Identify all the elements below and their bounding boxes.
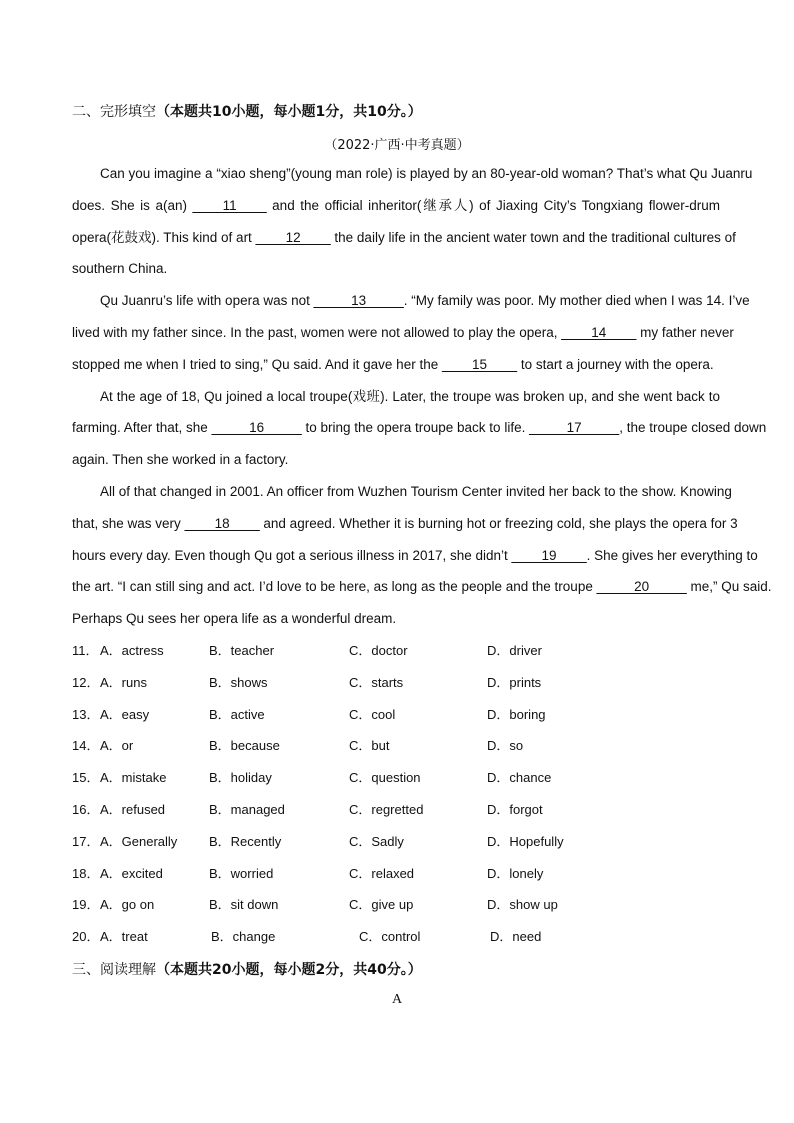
option-a[interactable]: A．or xyxy=(100,738,134,753)
section-2-note: （本题共10小题，每小题1分，共10分。） xyxy=(156,104,422,120)
passage-line: does. She is a(an) ____11____ and the official inheritor(继承人) of Jiaxing City’s Tongxiang flower-drum xyxy=(72,198,720,213)
passage-line: that, she was very ____18____ and agreed. Whether it is burning hot or freezing cold, she plays the opera for 3 xyxy=(72,516,738,531)
option-row-14 xyxy=(72,736,672,756)
option-a[interactable]: A．mistake xyxy=(100,770,167,785)
option-b[interactable]: B．change xyxy=(211,929,276,944)
option-b[interactable]: B．managed xyxy=(209,802,285,817)
question-source: （2022·广西·中考真题） xyxy=(324,138,470,153)
question-number: 16． xyxy=(72,802,100,817)
option-c[interactable]: C．but xyxy=(349,738,390,753)
passage-line: hours every day. Even though Qu got a serious illness in 2017, she didn’t ____19____. She gives her everything to xyxy=(72,548,758,563)
blank-19[interactable]: ____19____ xyxy=(511,548,587,563)
passage-line: All of that changed in 2001. An officer from Wuzhen Tourism Center invited her back to the show. Knowing xyxy=(100,484,732,499)
option-a[interactable]: A．go on xyxy=(100,897,155,912)
section-2-title: 二、完形填空 xyxy=(72,104,156,120)
option-row-13 xyxy=(72,705,672,725)
option-b[interactable]: B．sit down xyxy=(209,897,279,912)
option-a[interactable]: A．excited xyxy=(100,866,163,881)
blank-12[interactable]: ____12____ xyxy=(255,230,331,245)
passage-line: Qu Juanru’s life with opera was not _____13_____. “My family was poor. My mother died when I was 14. I’ve xyxy=(100,293,750,308)
option-d[interactable]: D．driver xyxy=(487,643,542,658)
blank-18[interactable]: ____18____ xyxy=(184,516,260,531)
option-d[interactable]: D．so xyxy=(487,738,524,753)
question-number: 12． xyxy=(72,675,100,690)
section-3-note: （本题共20小题，每小题2分，共40分。） xyxy=(156,962,422,978)
blank-17[interactable]: _____17_____ xyxy=(529,420,620,435)
option-a[interactable]: A．Generally xyxy=(100,834,178,849)
option-a[interactable]: A．treat xyxy=(100,929,148,944)
passage-line: opera(花鼓戏). This kind of art ____12____ the daily life in the ancient water town and the traditional cultures of xyxy=(72,230,736,245)
question-number: 14． xyxy=(72,738,100,753)
question-number: 13． xyxy=(72,707,100,722)
section-3-heading xyxy=(72,959,422,979)
option-a[interactable]: A．runs xyxy=(100,675,147,690)
blank-13[interactable]: _____13_____ xyxy=(313,293,404,308)
passage-line: farming. After that, she _____16_____ to bring the opera troupe back to life. _____17_____, the troupe closed down xyxy=(72,420,767,435)
option-d[interactable]: D．prints xyxy=(487,675,542,690)
passage-line: Perhaps Qu sees her opera life as a wonderful dream. xyxy=(72,611,397,626)
option-c[interactable]: C．question xyxy=(349,770,421,785)
option-c[interactable]: C．cool xyxy=(349,707,396,722)
passage-line: stopped me when I tried to sing,” Qu said. And it gave her the ____15____ to start a journey with the opera. xyxy=(72,357,714,372)
passage-line: again. Then she worked in a factory. xyxy=(72,452,289,467)
option-row-12 xyxy=(72,673,672,693)
option-c[interactable]: C．control xyxy=(359,929,421,944)
option-d[interactable]: D．boring xyxy=(487,707,546,722)
option-b[interactable]: B．shows xyxy=(209,675,268,690)
option-c[interactable]: C．doctor xyxy=(349,643,408,658)
option-row-11 xyxy=(72,641,672,661)
option-a[interactable]: A．easy xyxy=(100,707,150,722)
blank-15[interactable]: ____15____ xyxy=(441,357,518,372)
option-c[interactable]: C．give up xyxy=(349,897,414,912)
option-row-17 xyxy=(72,832,672,852)
option-row-18 xyxy=(72,864,672,884)
question-number: 11． xyxy=(72,643,99,658)
option-d[interactable]: D．lonely xyxy=(487,866,544,881)
option-a[interactable]: A．refused xyxy=(100,802,166,817)
option-b[interactable]: B．teacher xyxy=(209,643,275,658)
blank-14[interactable]: ____14____ xyxy=(561,325,637,340)
option-c[interactable]: C．Sadly xyxy=(349,834,404,849)
option-row-15 xyxy=(72,768,672,788)
passage-line: southern China. xyxy=(72,261,168,276)
option-c[interactable]: C．regretted xyxy=(349,802,424,817)
question-number: 20． xyxy=(72,929,100,944)
passage-label: A xyxy=(391,992,403,1007)
option-d[interactable]: D．forgot xyxy=(487,802,543,817)
question-number: 18． xyxy=(72,866,100,881)
option-d[interactable]: D．chance xyxy=(487,770,552,785)
passage-line: Can you imagine a “xiao sheng”(young man role) is played by an 80-year-old woman? That’s what Qu Juanru xyxy=(100,166,753,181)
blank-16[interactable]: _____16_____ xyxy=(211,420,302,435)
option-b[interactable]: B．because xyxy=(209,738,280,753)
passage-line: At the age of 18, Qu joined a local troupe(戏班). Later, the troupe was broken up, and she went back to xyxy=(100,389,720,404)
option-c[interactable]: C．relaxed xyxy=(349,866,415,881)
option-row-19 xyxy=(72,895,672,915)
section-3-title: 三、阅读理解 xyxy=(72,962,156,978)
passage-line: the art. “I can still sing and act. I’d love to be here, as long as the people and the troupe _____20_____ me,” Qu said. xyxy=(72,579,772,594)
option-b[interactable]: B．active xyxy=(209,707,265,722)
option-b[interactable]: B．worried xyxy=(209,866,274,881)
option-d[interactable]: D．show up xyxy=(487,897,558,912)
question-number: 19． xyxy=(72,897,100,912)
option-row-20 xyxy=(72,927,672,947)
option-row-16 xyxy=(72,800,672,820)
passage-line: lived with my father since. In the past, women were not allowed to play the opera, ____14____ my father never xyxy=(72,325,734,340)
option-b[interactable]: B．Recently xyxy=(209,834,282,849)
option-a[interactable]: A．actress xyxy=(100,643,164,658)
question-number: 15． xyxy=(72,770,100,785)
blank-20[interactable]: _____20_____ xyxy=(596,579,687,594)
option-b[interactable]: B．holiday xyxy=(209,770,272,785)
option-d[interactable]: D．need xyxy=(490,929,542,944)
blank-11[interactable]: ____11____ xyxy=(192,198,267,213)
question-number: 17． xyxy=(72,834,100,849)
section-2-heading xyxy=(72,101,422,121)
option-d[interactable]: D．Hopefully xyxy=(487,834,564,849)
option-c[interactable]: C．starts xyxy=(349,675,404,690)
